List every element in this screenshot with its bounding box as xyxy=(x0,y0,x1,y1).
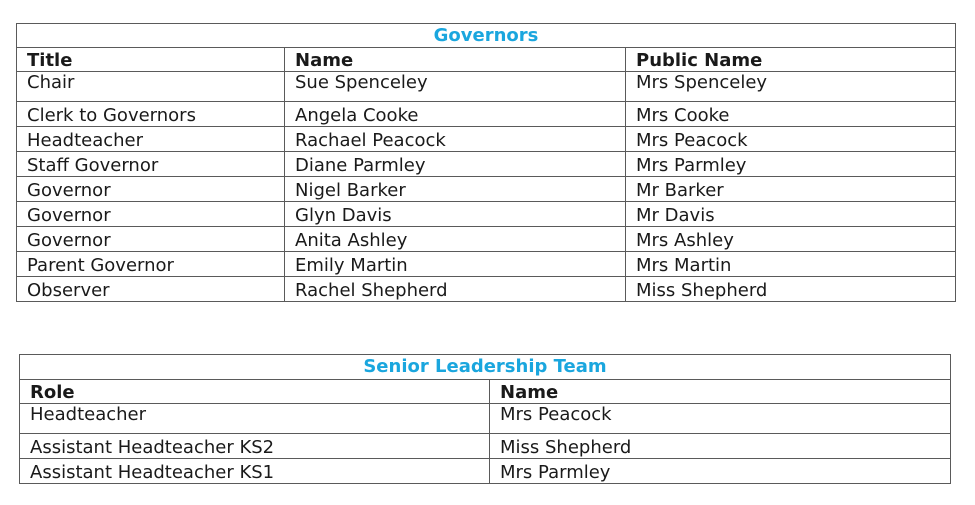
title-cell: Headteacher xyxy=(17,127,285,152)
name-cell: Diane Parmley xyxy=(285,152,626,177)
public-name-cell: Mrs Spenceley xyxy=(626,72,956,102)
name-cell: Emily Martin xyxy=(285,252,626,277)
title-cell: Parent Governor xyxy=(17,252,285,277)
table-row xyxy=(17,202,956,227)
title-cell: Observer xyxy=(17,277,285,302)
senior-leadership-table-body xyxy=(20,355,951,484)
public-name-cell: Mr Davis xyxy=(626,202,956,227)
name-cell: Rachael Peacock xyxy=(285,127,626,152)
column-header-name: Name xyxy=(490,380,951,404)
column-header-public-name: Public Name xyxy=(626,48,956,72)
name-cell: Mrs Peacock xyxy=(490,404,951,434)
public-name-cell: Mr Barker xyxy=(626,177,956,202)
title-cell: Clerk to Governors xyxy=(17,102,285,127)
column-header-title: Title xyxy=(17,48,285,72)
public-name-cell: Mrs Peacock xyxy=(626,127,956,152)
table-row xyxy=(17,102,956,127)
public-name-cell: Miss Shepherd xyxy=(626,277,956,302)
governors-header-row xyxy=(17,48,956,72)
governors-title-row xyxy=(17,24,956,48)
table-row xyxy=(20,434,951,459)
table-row xyxy=(17,152,956,177)
senior-leadership-table xyxy=(19,354,951,484)
governors-table-title: Governors xyxy=(17,24,956,48)
public-name-cell: Mrs Parmley xyxy=(626,152,956,177)
name-cell: Sue Spenceley xyxy=(285,72,626,102)
title-cell: Governor xyxy=(17,227,285,252)
name-cell: Anita Ashley xyxy=(285,227,626,252)
public-name-cell: Mrs Cooke xyxy=(626,102,956,127)
role-cell: Assistant Headteacher KS1 xyxy=(20,459,490,484)
slt-table-title: Senior Leadership Team xyxy=(20,355,951,380)
table-row xyxy=(17,227,956,252)
governors-table xyxy=(16,23,956,302)
table-row xyxy=(17,177,956,202)
table-row xyxy=(17,127,956,152)
public-name-cell: Mrs Ashley xyxy=(626,227,956,252)
role-cell: Assistant Headteacher KS2 xyxy=(20,434,490,459)
table-row xyxy=(17,252,956,277)
title-cell: Staff Governor xyxy=(17,152,285,177)
name-cell: Rachel Shepherd xyxy=(285,277,626,302)
table-row xyxy=(20,404,951,434)
table-row xyxy=(17,72,956,102)
name-cell: Miss Shepherd xyxy=(490,434,951,459)
column-header-role: Role xyxy=(20,380,490,404)
name-cell: Mrs Parmley xyxy=(490,459,951,484)
public-name-cell: Mrs Martin xyxy=(626,252,956,277)
slt-header-row xyxy=(20,380,951,404)
table-row xyxy=(20,459,951,484)
table-row xyxy=(17,277,956,302)
title-cell: Governor xyxy=(17,177,285,202)
name-cell: Nigel Barker xyxy=(285,177,626,202)
slt-title-row xyxy=(20,355,951,380)
title-cell: Chair xyxy=(17,72,285,102)
title-cell: Governor xyxy=(17,202,285,227)
name-cell: Glyn Davis xyxy=(285,202,626,227)
column-header-name: Name xyxy=(285,48,626,72)
role-cell: Headteacher xyxy=(20,404,490,434)
name-cell: Angela Cooke xyxy=(285,102,626,127)
governors-table-body xyxy=(17,24,956,302)
